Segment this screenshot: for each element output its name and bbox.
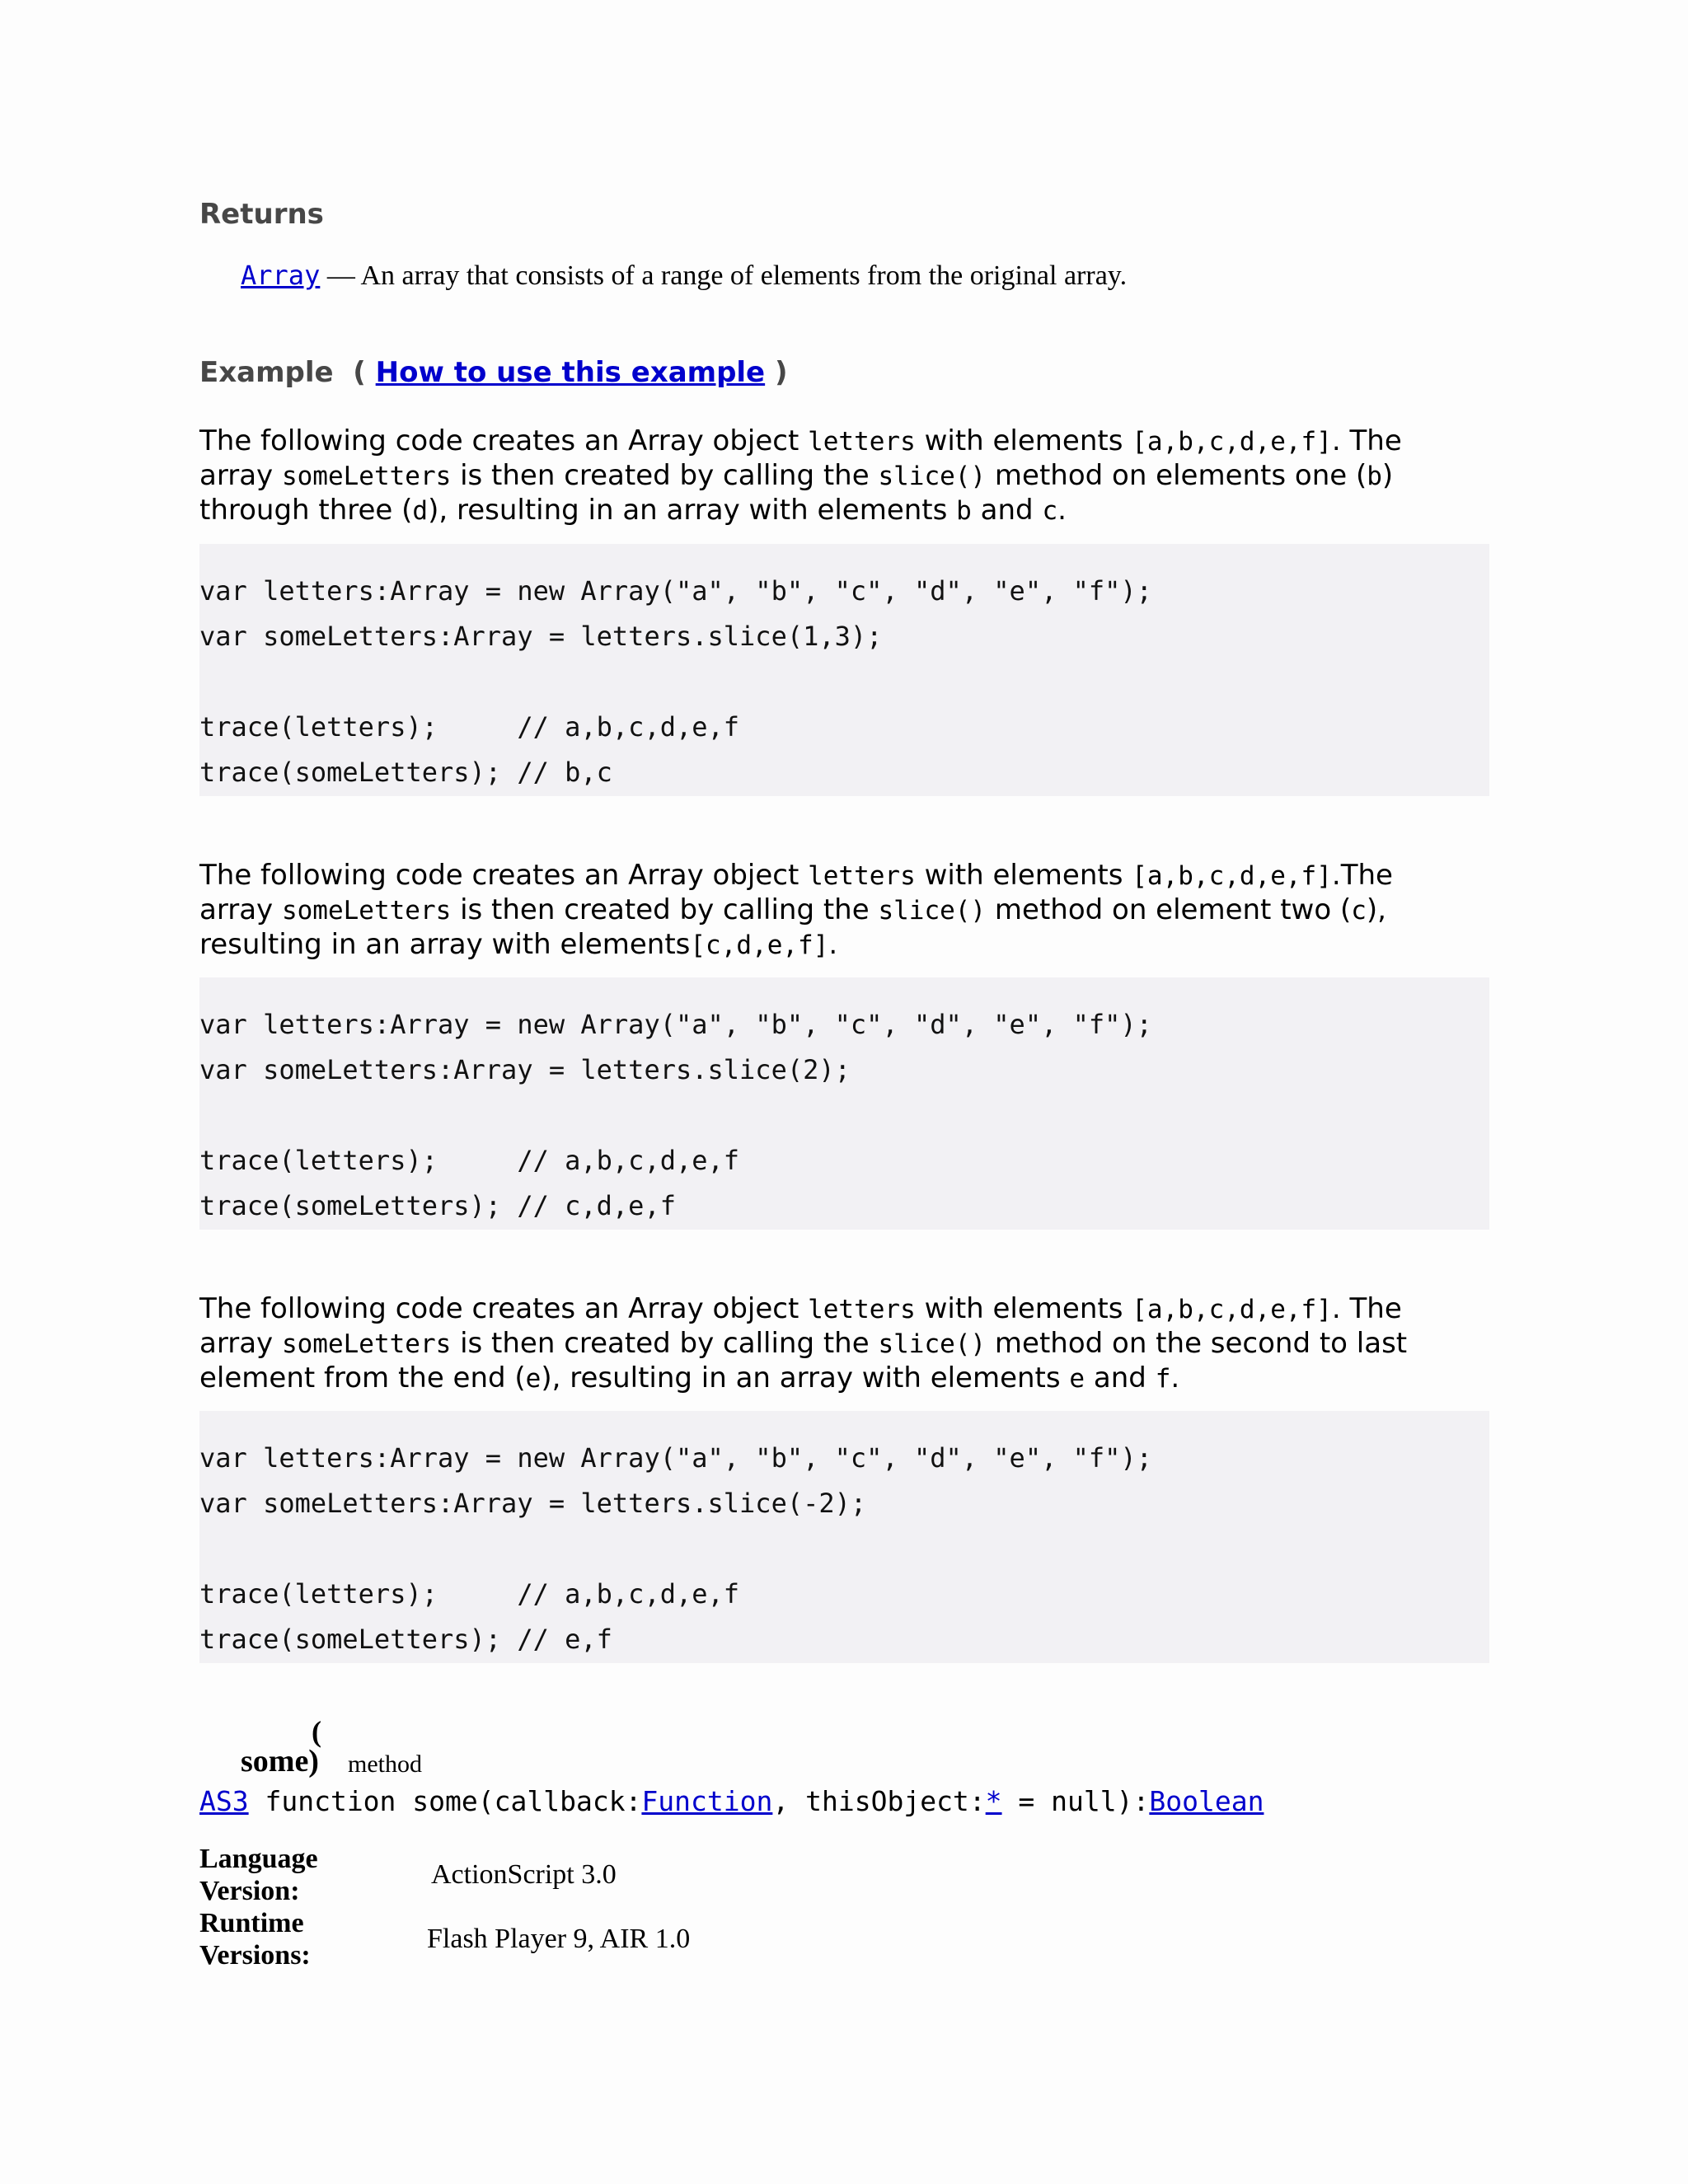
code-line: trace(letters); // a,b,c,d,e,f (199, 1145, 740, 1176)
signature-part-2: , thisObject: (772, 1785, 986, 1817)
inline-code: c (1042, 496, 1058, 526)
method-name: some) (241, 1744, 319, 1779)
paragraph-text: .The array (199, 859, 1393, 926)
returns-heading: Returns (199, 198, 324, 231)
code-line: var letters:Array = new Array("a", "b", "c", "d", "e", "f"); (199, 575, 1152, 607)
code-line: trace(someLetters); // e,f (199, 1624, 612, 1655)
example-3-code-block (199, 1411, 1489, 1663)
code-line: trace(someLetters); // c,d,e,f (199, 1190, 676, 1221)
example-heading (199, 356, 788, 389)
paragraph-text: . The array (199, 424, 1402, 492)
inline-code: slice() (878, 1329, 987, 1359)
code-line: var someLetters:Array = letters.slice(-2); (199, 1488, 867, 1519)
example-heading-text: Example (199, 356, 334, 389)
inline-code: [a,b,c,d,e,f] (1132, 861, 1332, 891)
code-line: trace(letters); // a,b,c,d,e,f (199, 711, 740, 743)
inline-code: e (1069, 1364, 1085, 1394)
inline-code: c (1351, 896, 1367, 926)
paragraph-text: is then created by calling the (451, 459, 879, 492)
language-version-value: ActionScript 3.0 (431, 1859, 617, 1890)
paragraph-text: The following code creates an Array object (199, 424, 809, 457)
inline-code: slice() (878, 462, 987, 491)
inline-code: b (956, 496, 972, 526)
code-line: trace(someLetters); // b,c (199, 757, 612, 788)
paragraph-text: . (1170, 1361, 1180, 1394)
code-line: var someLetters:Array = letters.slice(1,3); (199, 621, 883, 652)
inline-code: letters (808, 861, 916, 891)
code-line: trace(letters); // a,b,c,d,e,f (199, 1578, 740, 1610)
inline-code: letters (808, 1295, 916, 1324)
paragraph-text: . The array (199, 1292, 1402, 1360)
boolean-type-link[interactable]: Boolean (1149, 1785, 1264, 1817)
paragraph-text: with elements (915, 1292, 1132, 1325)
runtime-versions-value: Flash Player 9, AIR 1.0 (427, 1924, 691, 1954)
signature-part-3: = null): (1001, 1785, 1150, 1817)
paragraph-text: ), resulting in an array with elements (428, 494, 957, 527)
paragraph-text: . (1057, 494, 1067, 527)
returns-body (241, 259, 1147, 293)
paragraph-text: . (828, 928, 838, 961)
array-type-link[interactable]: Array (241, 260, 321, 291)
example-1-description (199, 424, 1461, 528)
inline-code: e (525, 1364, 542, 1394)
inline-code: [c,d,e,f] (690, 930, 829, 960)
inline-code: someLetters (281, 896, 452, 926)
paragraph-text: and (1085, 1361, 1156, 1394)
code-line: var letters:Array = new Array("a", "b", "c", "d", "e", "f"); (199, 1442, 1152, 1474)
paragraph-text: ) through three ( (199, 459, 1394, 527)
as3-namespace-link[interactable]: AS3 (199, 1785, 249, 1817)
paragraph-text: The following code creates an Array object (199, 1292, 809, 1325)
paragraph-text: is then created by calling the (451, 1327, 879, 1360)
example-1-code-block (199, 544, 1489, 796)
inline-code: slice() (878, 896, 987, 926)
language-version-label: Language Version: (199, 1844, 318, 1906)
inline-code: letters (808, 427, 916, 457)
example-2-description (199, 859, 1461, 963)
paragraph-text: method on elements one ( (986, 459, 1367, 492)
paragraph-text: method on element two ( (986, 893, 1352, 926)
inline-code: [a,b,c,d,e,f] (1132, 1295, 1332, 1324)
paragraph-text: ), resulting in an array with elements (199, 893, 1386, 961)
inline-code: b (1367, 462, 1382, 491)
example-paren-open: ( (353, 356, 366, 389)
code-line: var letters:Array = new Array("a", "b", "c", "d", "e", "f"); (199, 1009, 1152, 1040)
inline-code: someLetters (281, 1329, 452, 1359)
paragraph-text: with elements (915, 424, 1132, 457)
paragraph-text: The following code creates an Array object (199, 859, 809, 892)
returns-description: — An array that consists of a range of elements from the original array. (320, 260, 1128, 291)
signature-part-1: function some(callback: (248, 1785, 642, 1817)
how-to-use-example-link[interactable]: How to use this example (375, 356, 766, 389)
method-kind: method (348, 1750, 422, 1778)
code-line: var someLetters:Array = letters.slice(2); (199, 1054, 851, 1085)
example-paren-close: ) (774, 356, 788, 389)
example-3-description (199, 1292, 1461, 1396)
example-2-code-block (199, 977, 1489, 1230)
inline-code: d (412, 496, 429, 526)
inline-code: f (1155, 1364, 1171, 1394)
any-type-link[interactable]: * (985, 1785, 1002, 1817)
inline-code: someLetters (281, 462, 452, 491)
paragraph-text: is then created by calling the (451, 893, 879, 926)
paragraph-text: and (971, 494, 1043, 527)
paragraph-text: ), resulting in an array with elements (541, 1361, 1070, 1394)
paragraph-text: with elements (915, 859, 1132, 892)
paragraph-text: method on the second to last element from the end ( (199, 1327, 1408, 1394)
function-type-link[interactable]: Function (641, 1785, 773, 1817)
method-signature (199, 1785, 1264, 1817)
runtime-versions-label: Runtime Versions: (199, 1908, 311, 1971)
inline-code: [a,b,c,d,e,f] (1132, 427, 1332, 457)
method-name-paren: ( (312, 1715, 321, 1748)
